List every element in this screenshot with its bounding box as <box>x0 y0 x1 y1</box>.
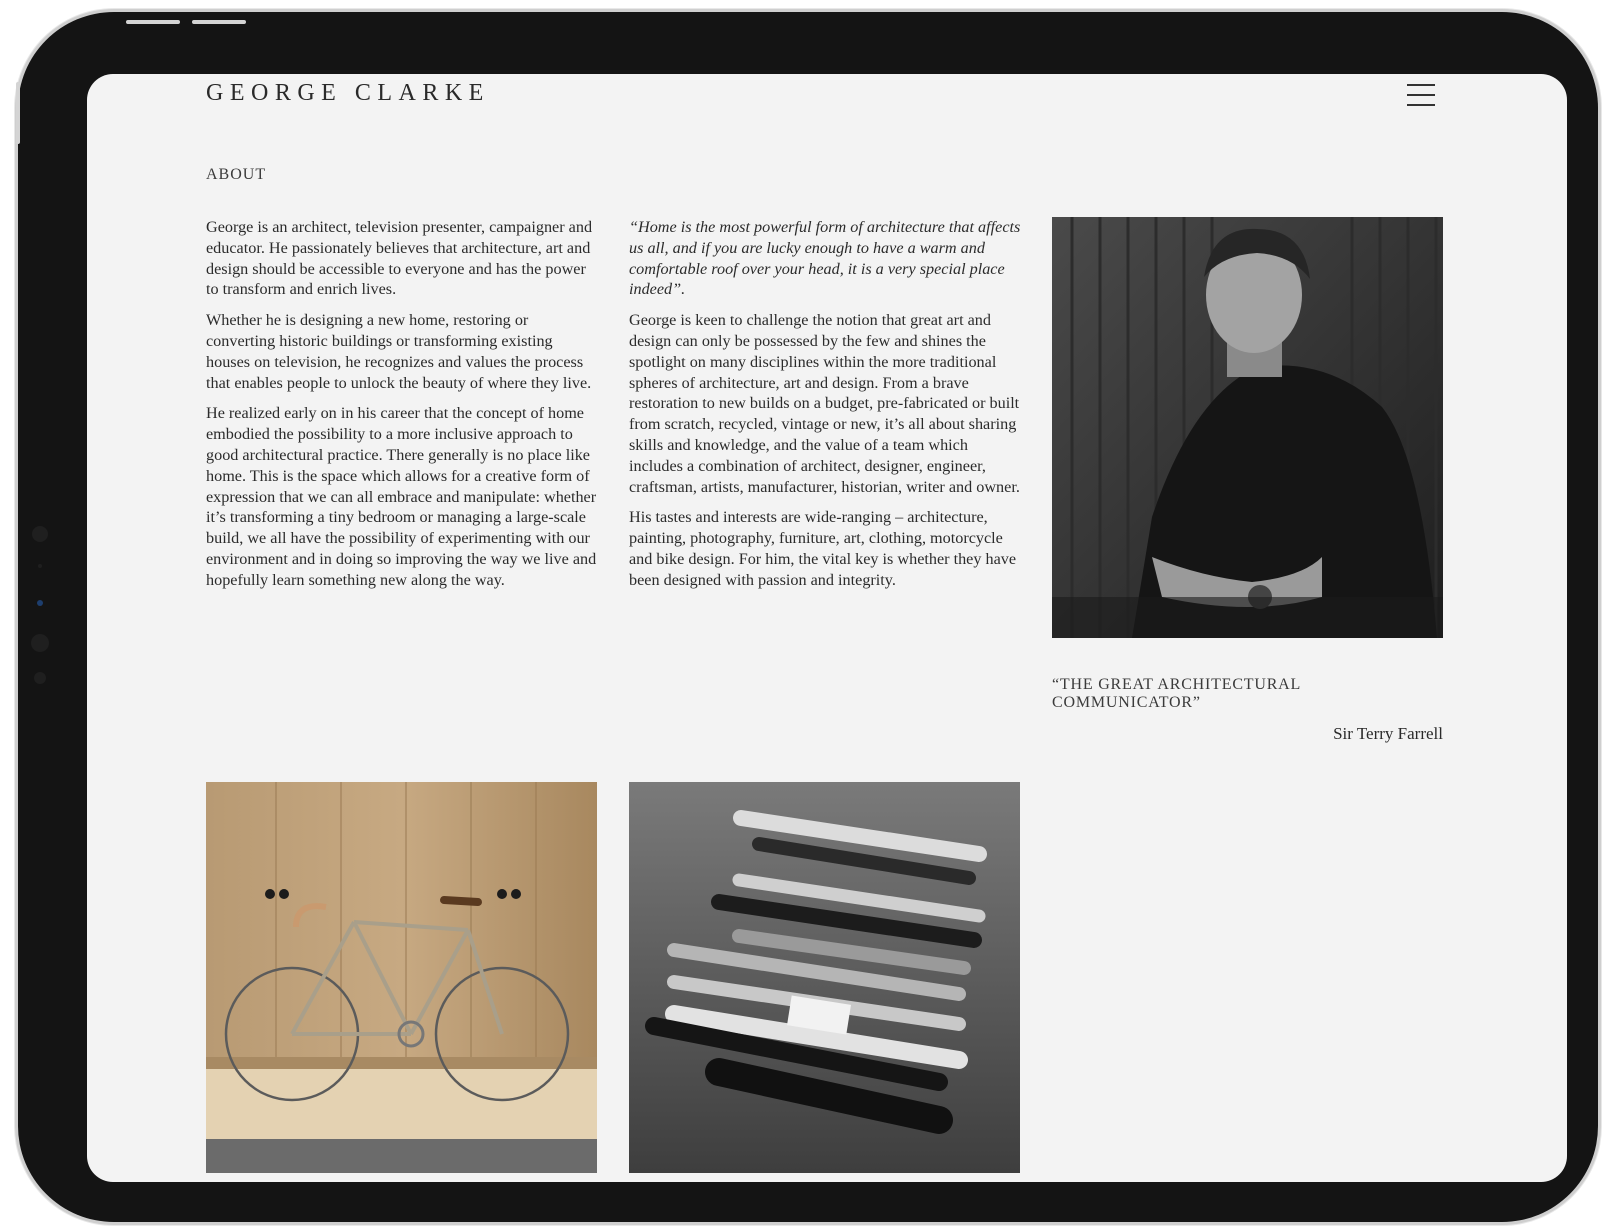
paragraph: Whether he is designing a new home, restoring or converting historic buildings or transforming existing houses on television, he recognizes and values the process that enables people to unlock the beauty of where they live. <box>206 311 592 392</box>
camera-sensor <box>31 634 49 652</box>
quote-attribution: Sir Terry Farrell <box>1333 724 1443 743</box>
camera-sensor <box>32 526 48 542</box>
about-column-2 <box>629 217 1021 601</box>
paragraph: George is keen to challenge the notion that great art and design can only be possessed by the few and shines the spotlight on many disciplines within the more traditional spheres of architecture, art and design. From a brave restoration to new builds on a budget, pre-fabricated or built from scratch, recycled, vintage or new, it’s all about sharing skills and knowledge, and the value of a team which includes a combination of architect, designer, engineer, craftsman, artists, manufacturer, historian, writer and owner. <box>629 311 1020 496</box>
about-column-1 <box>206 217 598 601</box>
camera-sensor <box>34 672 46 684</box>
portrait-photo <box>1052 217 1443 638</box>
camera-sensor <box>38 564 42 568</box>
volume-button <box>126 20 180 24</box>
site-logo[interactable]: GEORGE CLARKE <box>206 80 490 106</box>
pens-photo <box>629 782 1020 1173</box>
camera-lens <box>37 600 43 606</box>
browser-viewport <box>87 74 1567 1182</box>
section-title: ABOUT <box>206 166 267 183</box>
home-quote: “Home is the most powerful form of architecture that affects us all, and if you are lucky enough to have a warm and comfortable roof over your head, it is a very special place indeed”. <box>629 218 1021 299</box>
volume-button <box>192 20 246 24</box>
bicycle-photo <box>206 782 597 1173</box>
hamburger-menu-icon[interactable] <box>1407 84 1435 108</box>
paragraph: His tastes and interests are wide-ranging – architecture, painting, photography, furniture, art, clothing, motorcycle and bike design. For him, the vital key is whether they have been designed with passion and integrity. <box>629 508 1017 589</box>
paragraph: He realized early on in his career that the concept of home embodied the possibility to a more inclusive approach to good architectural practice. There generally is no place like home. This is the space which allows for a creative form of expression that we can all embrace and manipulate: whether it’s transforming a tiny bedroom or managing a large-scale build, we all have the possibility of experimenting with our environment and in doing so improving the way we live and hopefully learn something new along the way. <box>206 404 597 589</box>
tablet-frame <box>18 12 1598 1222</box>
pull-quote: “THE GREAT ARCHITECTURAL COMMUNICATOR” <box>1052 676 1301 711</box>
power-button <box>16 82 20 144</box>
paragraph: George is an architect, television presenter, campaigner and educator. He passionately believes that architecture, art and design should be accessible to everyone and has the power to transform and enrich lives. <box>206 218 593 299</box>
